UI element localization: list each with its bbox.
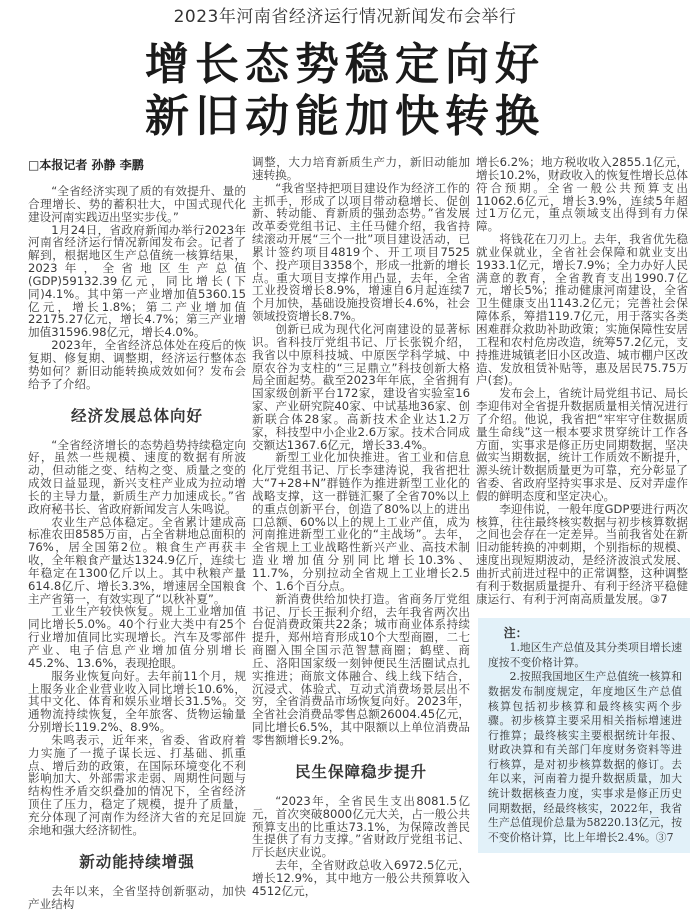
paragraph: 去年以来，全省坚持创新驱动，加快产业结构 [28,883,246,911]
article-column-2 [252,156,470,898]
paragraph: “全省经济实现了质的有效提升、量的合理增长、势的蓄积壮大，中国式现代化建设河南实践迈出坚实步伐。” [28,184,246,224]
paragraph: 增长6.2%；地方税收收入2855.1亿元，增长10.2%，财政收入的恢复性增长总体符合预期。全省一般公共预算支出11062.6亿元，增长3.9%，连续5年超过1万亿元，重点领域支出得到有力保障。 [476,155,688,234]
note-title: 注： [503,625,528,640]
paragraph: 李迎伟说，一般年度GDP要进行两次核算，往往最终核实数据与初步核算数据之间也会存在一定差异。当前我省处在新旧动能转换的冲刺期，个别指标的规模、速度出现短期波动，是经济波浪式发展、曲折式前进过程中的正常调整，这种调整有利于数据质量提升、有利于经济平稳健康运行、有利于河南高质量发展。③7 [476,501,688,606]
paragraph: 新消费供给加快打造。省商务厅党组书记、厅长王振利介绍，去年我省两次出台促消费政策共22条；城市商业体系持续提升，郑州培育形成10个大型商圈，二七商圈入围全国示范智慧商圈；鹤壁、商丘、洛阳国家级一刻钟便民生活圈试点扎实推进；商旅文体融合、线上线下结合，沉浸式、体验式、互动式消费场景层出不穷，全省消费品市场恢复向好。2023年，全省社会消费品零售总额26004.45亿元，同比增长6.5%，其中限额以上单位消费品零售额增长9.2%。 [252,591,470,747]
paragraph: 服务业恢复向好。去年前11个月，规上服务业企业营业收入同比增长10.6%，其中文化、体育和娱乐业增长31.5%。交通物流持续恢复，全年旅客、货物运输量分别增长119.2%、8.9%。 [28,668,246,735]
byline: □本报记者 孙静 李鹏 [28,158,144,172]
paragraph: “全省经济增长的态势趋势持续稳定向好，虽然一些规模、速度的数据有所波动，但动能之变、结构之变、质量之变的成效日益显现，新兴支柱产业成为拉动增长的主导力量，新质生产力加速成长。”省政府秘书长、省政府新闻发言人朱鸣说。 [28,437,246,516]
paragraph: 调整，大力培育新质生产力，新旧动能加速转换。 [252,155,470,182]
note-item: 2.按照我国地区生产总值统一核算和数据发布制度规定，年度地区生产总值核算包括初步核算和最终核实两个步骤。初步核算主要采用相关指标增速进行推算；最终核实主要根据统计年报、财政决算和有关部门年度财务资料等进行核算，是对初步核算数据的修订。去年以来，河南着力提升数据质量，加大统计数据核查力度，实事求是修正历史同期数据，经最终核实，2022年，我省生产总值现价总量为58220.13亿元，按不变价格计算，比上年增长2.4%。③7 [488,670,682,844]
paragraph: 去年，全省财政总收入6972.5亿元，增长12.9%，其中地方一般公共预算收入4512亿元， [252,858,470,898]
paragraph: “2023年，全省民生支出8081.5亿元，首次突破8000亿元大关，占一般公共预算支出的比重达73.1%，为保障改善民生提供了有力支撑。”省财政厅党组书记、厅长赵庆业说。 [252,793,470,860]
main-headline-line2: 新旧动能加快转换 [145,91,545,142]
paragraph: 2023年，全省经济总体处在疫后的恢复期、修复期、调整期，经济运行整体态势如何？新旧动能转换成效如何？发布会给予了介绍。 [28,338,246,391]
article-column-3 [476,156,688,857]
main-headline-line1: 增长态势稳定向好 [145,39,545,90]
note-box [478,618,690,854]
paragraph: 农业生产总体稳定。全省累计建成高标准农田8585万亩，占全省耕地总面积的76%，居全国第2位。粮食生产再获丰收，全年粮食产量达1324.9亿斤，连续七年稳定在1300亿斤以上。其中秋粮产量614.8亿斤、增长3.3%，增速居全国粮食主产省第一，有效实现了“以秋补夏”。 [28,514,246,606]
section-heading: 新动能持续增强 [79,852,195,871]
section-heading: 民生保障稳步提升 [294,762,427,781]
section-heading: 经济发展总体向好 [70,406,203,425]
paragraph: 新型工业化加快推进。省工业和信息化厅党组书记、厅长李建涛说，我省把壮大“7+28+N”群链作为推进新型工业化的战略支撑，这一群链汇聚了全省70%以上的重点创新平台，创造了80%以上的进出口总额、60%以上的规上工业产值，成为河南推进新型工业化的“主战场”。去年，全省规上工业战略性新兴产业、高技术制造业增加值分别同比增长10.3%、11.7%，分别拉动全省规上工业增长2.5个、1.6个百分点。 [252,450,470,593]
paragraph: 创新已成为现代化河南建设的显著标识。省科技厅党组书记、厅长张锐介绍，我省以中原科技城、中原医学科学城、中原农谷为支柱的“三足鼎立”科技创新大格局全面起势。截至2023年年底，全省拥有国家级创新平台172家，建设省实验室16家、产业研究院40家、中试基地36家、创新联合体28家。高新技术企业达1.2万家，科技型中小企业2.6万家。技术合同成交额达1367.6亿元，增长33.4%。 [252,321,470,452]
paragraph: 工业生产较快恢复。规上工业增加值同比增长5.0%。40个行业大类中有25个行业增加值同比实现增长。汽车及零部件产业、电子信息产业增加值分别增长45.2%、13.6%，表现抢眼。 [28,604,246,670]
paragraph: 1月24日，省政府新闻办举行2023年河南省经济运行情况新闻发布会。记者了解到，根据地区生产总值统一核算结果，2023年，全省地区生产总值(GDP)59132.39亿元，同比增长(下同)4.1%。其中第一产业增加值5360.15亿元，增长1.8%；第二产业增加值22175.27亿元，增长4.7%；第三产业增加值31596.98亿元，增长4.0%。 [28,222,246,340]
note-item: 1.地区生产总值及其分类项目增长速度按不变价格计算。 [488,641,682,669]
article-column-1 [28,156,246,910]
paragraph: 将钱花在刀刃上。去年，我省优先稳就业保就业，全省社会保障和就业支出1933.1亿元，增长7.9%；全力办好人民满意的教育，全省教育支出1990.7亿元，增长5%；推动健康河南建设，全省卫生健康支出1143.2亿元；完善社会保障体系，筹措119.7亿元，用于落实各类困难群众救助补助政策；实施保障性安居工程和农村危房改造，统筹57.2亿元，支持推进城镇老旧小区改造、城市棚户区改造、发放租赁补贴等，惠及居民75.75万户(套)。 [476,232,688,388]
paragraph: 朱鸣表示，近年来，省委、省政府着力实施了一揽子谋长远、打基础、抓重点、增后劲的政策，在国际环境变化不利影响加大、外部需求走弱、周期性问题与结构性矛盾交织叠加的情况下，全省经济顶住了压力，稳定了规模，提升了质量，充分体现了河南作为经济大省的充足回旋余地和强大经济韧性。 [28,732,246,837]
paragraph: 发布会上，省统计局党组书记、局长李迎伟对全省提升数据质量相关情况进行了介绍。他说，我省把“牢牢守住数据质量生命线”这一根本要求贯穿统计工作各方面，实事求是修正历史同期数据，坚决做实当期数据，统计工作质效不断提升，源头统计数据质量更为可靠，充分彰显了省委、省政府坚持实事求是、反对弄虚作假的鲜明态度和坚定决心。 [476,386,688,503]
paragraph: “我省坚持把项目建设作为经济工作的主抓手，形成了以项目带动稳增长、促创新、转动能、育新质的强劲态势。”省发展改革委党组书记、主任马健介绍，我省持续滚动开展“三个一批”项目建设活动，已累计签约项目4819个、开工项目7525个、投产项目3358个，形成一批新的增长点。重大项目支撑作用凸显，去年，全省工业投资增长8.9%，增速自6月起连续7个月加快，基础设施投资增长4.6%，社会领域投资增长8.7%。 [252,180,470,324]
kicker-headline: 2023年河南省经济运行情况新闻发布会举行 [173,7,517,27]
